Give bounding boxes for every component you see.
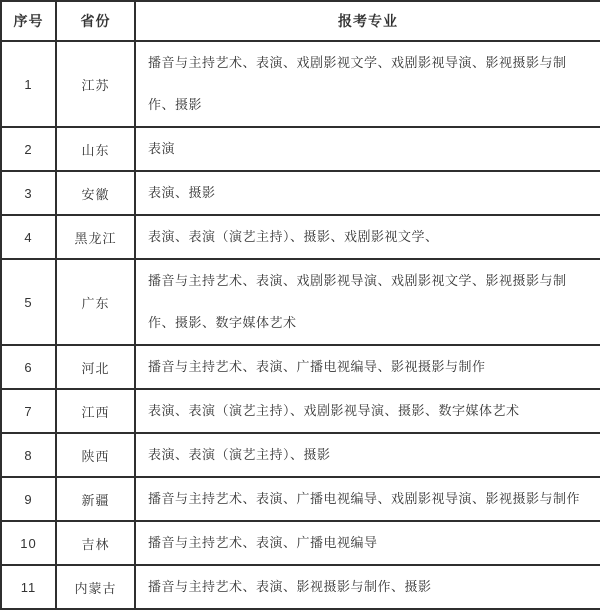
- table-row: [1, 433, 600, 477]
- row-number-cell: 10: [1, 521, 56, 565]
- province-cell: 广东: [56, 259, 135, 345]
- province-cell: 陕西: [56, 433, 135, 477]
- row-number-cell: 3: [1, 171, 56, 215]
- majors-cell: 播音与主持艺术、表演、广播电视编导、影视摄影与制作: [135, 345, 600, 389]
- table-row: [1, 41, 600, 127]
- row-number-cell: 7: [1, 389, 56, 433]
- row-number-cell: 1: [1, 41, 56, 127]
- province-cell: 吉林: [56, 521, 135, 565]
- majors-cell: 表演、摄影: [135, 171, 600, 215]
- table-row: [1, 259, 600, 345]
- province-cell: 新疆: [56, 477, 135, 521]
- majors-cell: 播音与主持艺术、表演、戏剧影视文学、戏剧影视导演、影视摄影与制作、摄影: [135, 41, 600, 127]
- table-row: [1, 127, 600, 171]
- row-number-cell: 11: [1, 565, 56, 609]
- table-header-row: [1, 1, 600, 41]
- majors-cell: 播音与主持艺术、表演、影视摄影与制作、摄影: [135, 565, 600, 609]
- header-cell-majors: 报考专业: [135, 1, 600, 41]
- province-cell: 黑龙江: [56, 215, 135, 259]
- province-cell: 山东: [56, 127, 135, 171]
- row-number-cell: 5: [1, 259, 56, 345]
- table-body: [1, 41, 600, 609]
- row-number-cell: 2: [1, 127, 56, 171]
- table-row: [1, 171, 600, 215]
- majors-cell: 表演、表演（演艺主持）、摄影、戏剧影视文学、: [135, 215, 600, 259]
- majors-cell: 表演、表演（演艺主持）、摄影: [135, 433, 600, 477]
- table-row: [1, 389, 600, 433]
- header-cell-number: 序号: [1, 1, 56, 41]
- majors-cell: 播音与主持艺术、表演、戏剧影视导演、戏剧影视文学、影视摄影与制作、摄影、数字媒体艺术: [135, 259, 600, 345]
- province-cell: 内蒙古: [56, 565, 135, 609]
- table-row: [1, 215, 600, 259]
- table-row: [1, 345, 600, 389]
- majors-cell: 播音与主持艺术、表演、广播电视编导、戏剧影视导演、影视摄影与制作: [135, 477, 600, 521]
- row-number-cell: 6: [1, 345, 56, 389]
- province-cell: 河北: [56, 345, 135, 389]
- province-cell: 安徽: [56, 171, 135, 215]
- province-cell: 江西: [56, 389, 135, 433]
- majors-cell: 表演: [135, 127, 600, 171]
- row-number-cell: 4: [1, 215, 56, 259]
- row-number-cell: 8: [1, 433, 56, 477]
- province-cell: 江苏: [56, 41, 135, 127]
- majors-cell: 表演、表演（演艺主持）、戏剧影视导演、摄影、数字媒体艺术: [135, 389, 600, 433]
- table-row: [1, 521, 600, 565]
- majors-cell: 播音与主持艺术、表演、广播电视编导: [135, 521, 600, 565]
- header-cell-province: 省份: [56, 1, 135, 41]
- table-row: [1, 477, 600, 521]
- table-row: [1, 565, 600, 609]
- row-number-cell: 9: [1, 477, 56, 521]
